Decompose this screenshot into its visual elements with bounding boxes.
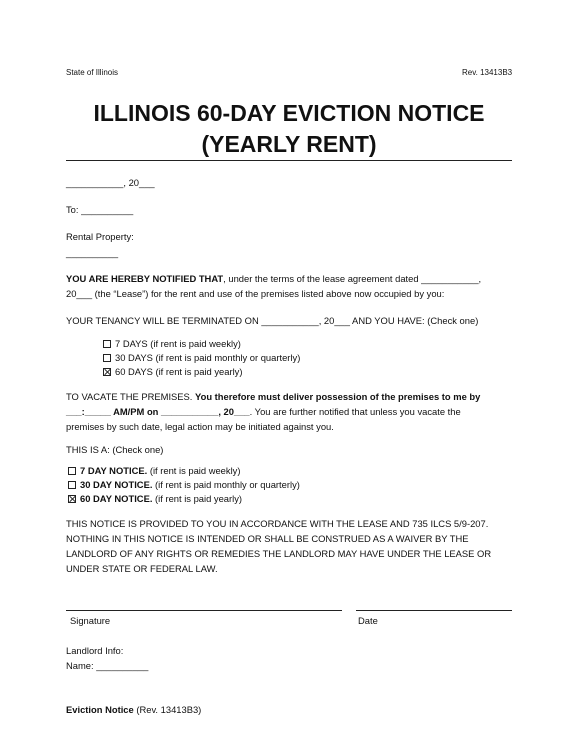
checkbox-7-day-notice[interactable] [68,467,76,475]
vacate-plain2: . You are further notified that unless you vacate the [249,406,461,417]
this-is-label: THIS IS A: (Check one) [66,444,164,455]
legal-line3: LANDLORD OF ANY RIGHTS OR REMEDIES THE LANDLORD MAY HAVE UNDER THE LEASE OR [66,548,492,559]
notice-rest: , under the terms of the lease agreement dated ___________, [223,273,482,284]
notice-option-bold: 7 DAY NOTICE. [80,465,148,476]
have-option-label: 60 DAYS (if rent is paid yearly) [115,366,243,377]
document-title-line2: (YEARLY RENT) [201,131,377,157]
checkbox-30-days[interactable] [103,354,111,362]
signature-line[interactable] [66,610,342,611]
checkbox-60-day-notice[interactable] [68,495,76,503]
vacate-line3: premises by such date, legal action may be initiated against you. [66,421,334,432]
tenancy-line: YOUR TENANCY WILL BE TERMINATED ON ___________, 20___ AND YOU HAVE: (Check one) [66,315,479,326]
landlord-info-label: Landlord Info: [66,645,124,656]
have-option-7-days [103,337,241,351]
notice-option-rest: (if rent is paid yearly) [152,493,243,504]
rental-property-blank: __________ [66,247,119,258]
to-line: To: __________ [66,204,134,215]
notice-line1 [66,271,481,286]
have-option-60-days [103,365,242,379]
notice-option-bold: 30 DAY NOTICE. [80,479,153,490]
document-title-line1: ILLINOIS 60-DAY EVICTION NOTICE [93,100,485,126]
revision-label: Rev. 13413B3 [462,68,513,77]
checkbox-60-days[interactable] [103,368,111,376]
rental-property-label: Rental Property: [66,231,134,242]
state-label: State of Illinois [66,68,119,77]
footer [66,702,201,717]
footer-title: Eviction Notice [66,704,134,715]
vacate-line2 [66,404,461,419]
date-line: ___________, 20___ [66,177,155,188]
notice-option-30-day [68,478,300,492]
date-signature-line[interactable] [356,610,512,611]
notice-option-rest: (if rent is paid weekly) [147,465,241,476]
vacate-deadline: ___:_____ AM/PM on ___________, 20___ [66,406,250,417]
date-label: Date [358,615,378,626]
notice-option-7-day [68,464,240,478]
legal-line1: THIS NOTICE IS PROVIDED TO YOU IN ACCORDANCE WITH THE LEASE AND 735 ILCS 5/9-207. [66,518,489,529]
title-rule [66,160,512,161]
checkbox-30-day-notice[interactable] [68,481,76,489]
have-option-label: 7 DAYS (if rent is paid weekly) [115,338,241,349]
have-option-30-days [103,351,300,365]
vacate-line1 [66,389,480,404]
signature-label: Signature [70,615,111,626]
landlord-name-line: Name: __________ [66,660,149,671]
have-option-label: 30 DAYS (if rent is paid monthly or quarterly) [115,352,301,363]
vacate-plain: TO VACATE THE PREMISES. [66,391,196,402]
notice-option-bold: 60 DAY NOTICE. [80,493,153,504]
vacate-bold: You therefore must deliver possession of the premises to me by [195,391,481,402]
notice-bold: YOU ARE HEREBY NOTIFIED THAT [66,273,224,284]
notice-line2: 20___ (the “Lease”) for the rent and use of the premises listed above now occupied by you: [66,288,445,299]
legal-line2: NOTHING IN THIS NOTICE IS INTENDED OR SHALL BE CONSTRUED AS A WAIVER BY THE [66,533,469,544]
notice-option-rest: (if rent is paid monthly or quarterly) [152,479,300,490]
footer-revision: (Rev. 13413B3) [133,704,202,715]
legal-line4: UNDER STATE OR FEDERAL LAW. [66,563,218,574]
notice-option-60-day [68,492,242,506]
checkbox-7-days[interactable] [103,340,111,348]
